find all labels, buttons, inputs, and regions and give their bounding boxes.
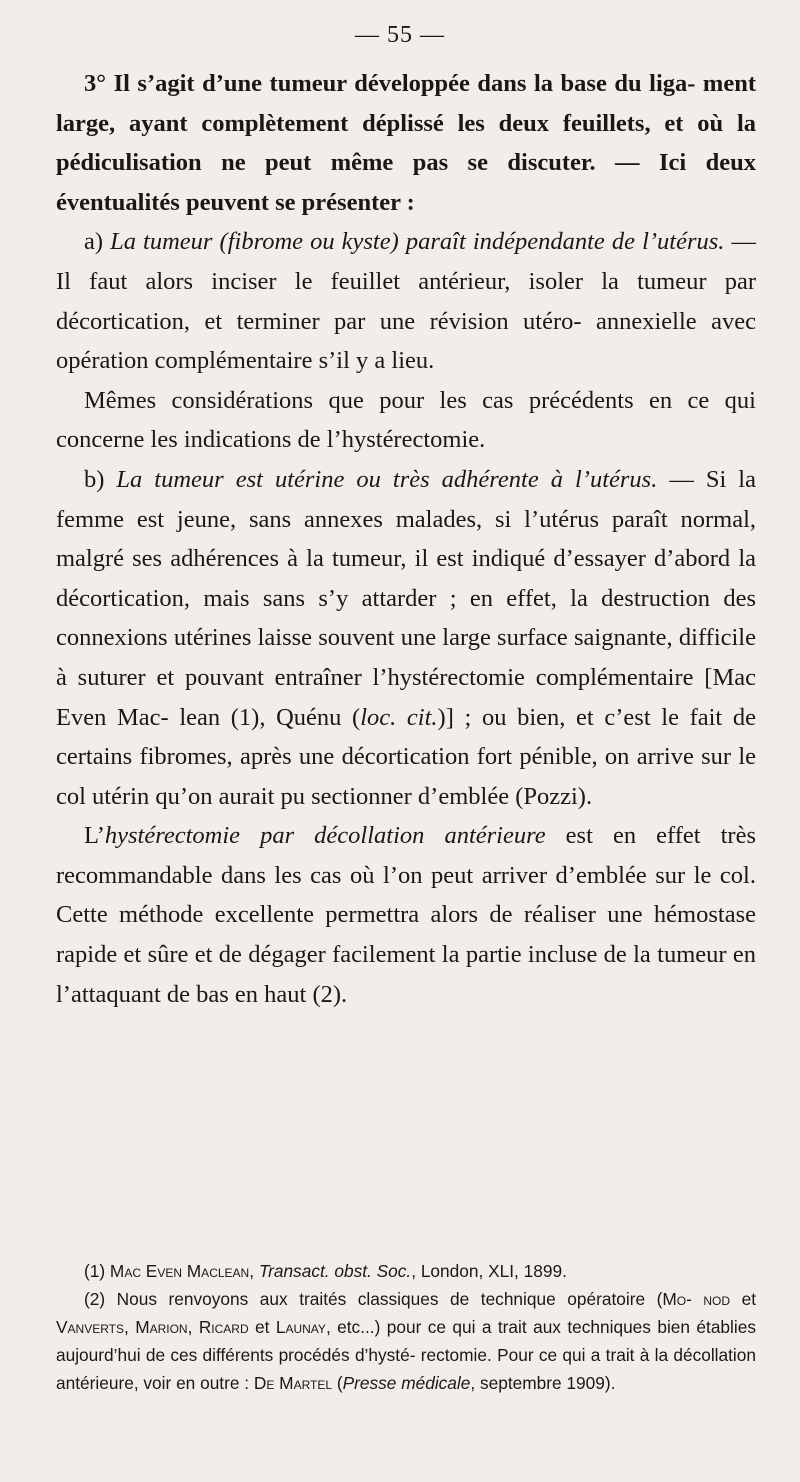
footnote-2-text-7: (: [332, 1373, 343, 1393]
footnote-2-text-8: , septembre 1909).: [470, 1373, 616, 1393]
footnote-2-author-4: Ricard: [198, 1317, 249, 1337]
footnote-2-text-1: Nous renvoyons aux traités classiques de technique opératoire (: [116, 1289, 663, 1309]
footnote-1-marker: (1): [84, 1261, 110, 1281]
hysterectomie-text: est en effet très recommandable dans les cas où l’on peut arriver d’emblée sur le col. Cette méthode excellente permettra alors de réaliser une hémostase rapide et sûre et de dégager facilement la partie incluse de la tumeur en l’attaquant de bas en haut (2).: [56, 822, 756, 1008]
footnote-1: [56, 1257, 756, 1285]
footnote-2-author-1: Mo- nod: [662, 1289, 731, 1309]
footnote-2-author-5: Launay: [275, 1317, 326, 1337]
footnote-1-author: Mac Even Maclean: [109, 1261, 250, 1281]
footnote-2-text-3: ,: [124, 1317, 136, 1337]
loc-cit: loc. cit.: [360, 703, 438, 731]
footnote-2-text-6: , etc...) pour ce qui a trait aux techniques bien établies aujourd’hui de ces différents procédés d’hysté- rectomie. Pour ce qui a trait à la décollation antérieure, voir en outre :: [56, 1317, 756, 1393]
item-b-heading: La tumeur est utérine ou très adhérente à l’utérus.: [116, 465, 658, 493]
item-a-heading-part-2: fibrome ou kyste: [227, 228, 391, 256]
footnote-2-author-2: Vanverts: [56, 1317, 124, 1337]
footnote-1-sep: ,: [249, 1261, 259, 1281]
footnote-1-rest: , London, XLI, 1899.: [411, 1261, 567, 1281]
footnotes: [56, 1257, 756, 1397]
item-a-heading-part-3: ) paraît indépendante de l’utérus.: [390, 228, 725, 256]
memes-considerations-paragraph: Mêmes considérations que pour les cas précédents en ce qui concerne les indications de l’hystérectomie.: [56, 386, 756, 454]
footnote-2-journal: Presse médicale: [342, 1373, 471, 1393]
footnote-2-text-4: ,: [187, 1317, 199, 1337]
footnote-2-author-6: De Martel: [253, 1373, 333, 1393]
case-3-paragraph: 3° Il s’agit d’une tumeur développée dans la base du liga- ment large, ayant complètement déplissé les deux feuillets, et où la pédiculisation ne peut même pas se discuter. — Ici deux éventualités peuvent se présenter :: [56, 70, 756, 216]
item-b-label: b): [84, 465, 117, 493]
footnote-2-text-2: et: [730, 1289, 756, 1309]
item-a-label: a): [84, 228, 111, 256]
footnote-2-marker: (2): [84, 1289, 117, 1309]
item-b-paragraph: [56, 460, 756, 816]
hysterectomie-article: L’: [84, 822, 105, 850]
body-text: [56, 64, 756, 1014]
hysterectomie-heading: hystérectomie par décollation antérieure: [104, 822, 546, 850]
footnote-2-author-3: Marion: [135, 1317, 188, 1337]
footnote-2-text-5: et: [248, 1317, 276, 1337]
item-b-text-1: — Si la femme est jeune, sans annexes malades, si l’utérus paraît normal, malgré ses adhérences à la tumeur, il est indiqué d’essayer d’abord la décortication, mais sans s’y attarder ; en effet, la destruction des connexions utérines laisse souvent une large surface saignante, difficile à suturer et pouvant entraîner l’hystérectomie complémentaire [Mac Even Mac- lean (1), Quénu (: [56, 465, 756, 731]
footnote-2: [56, 1285, 756, 1397]
footnote-1-journal: Transact. obst. Soc.: [258, 1261, 412, 1281]
item-b-text-2: )] ; ou bien, et c’est le fait de certains fibromes, après une décortication fort pénible, on arrive sur le col utérin qu’on aurait pu sectionner d’emblée (Pozzi).: [56, 703, 757, 810]
hysterectomie-paragraph: [56, 816, 756, 1014]
item-a-paragraph: [56, 222, 756, 380]
item-a-text: — Il faut alors inciser le feuillet antérieur, isoler la tumeur par décortication, et terminer par une révision utéro- annexielle avec opération complémentaire s’il y a lieu.: [56, 228, 756, 375]
page-number: — 55 —: [355, 22, 445, 48]
item-a-heading-part-1: La tumeur (: [110, 228, 228, 256]
